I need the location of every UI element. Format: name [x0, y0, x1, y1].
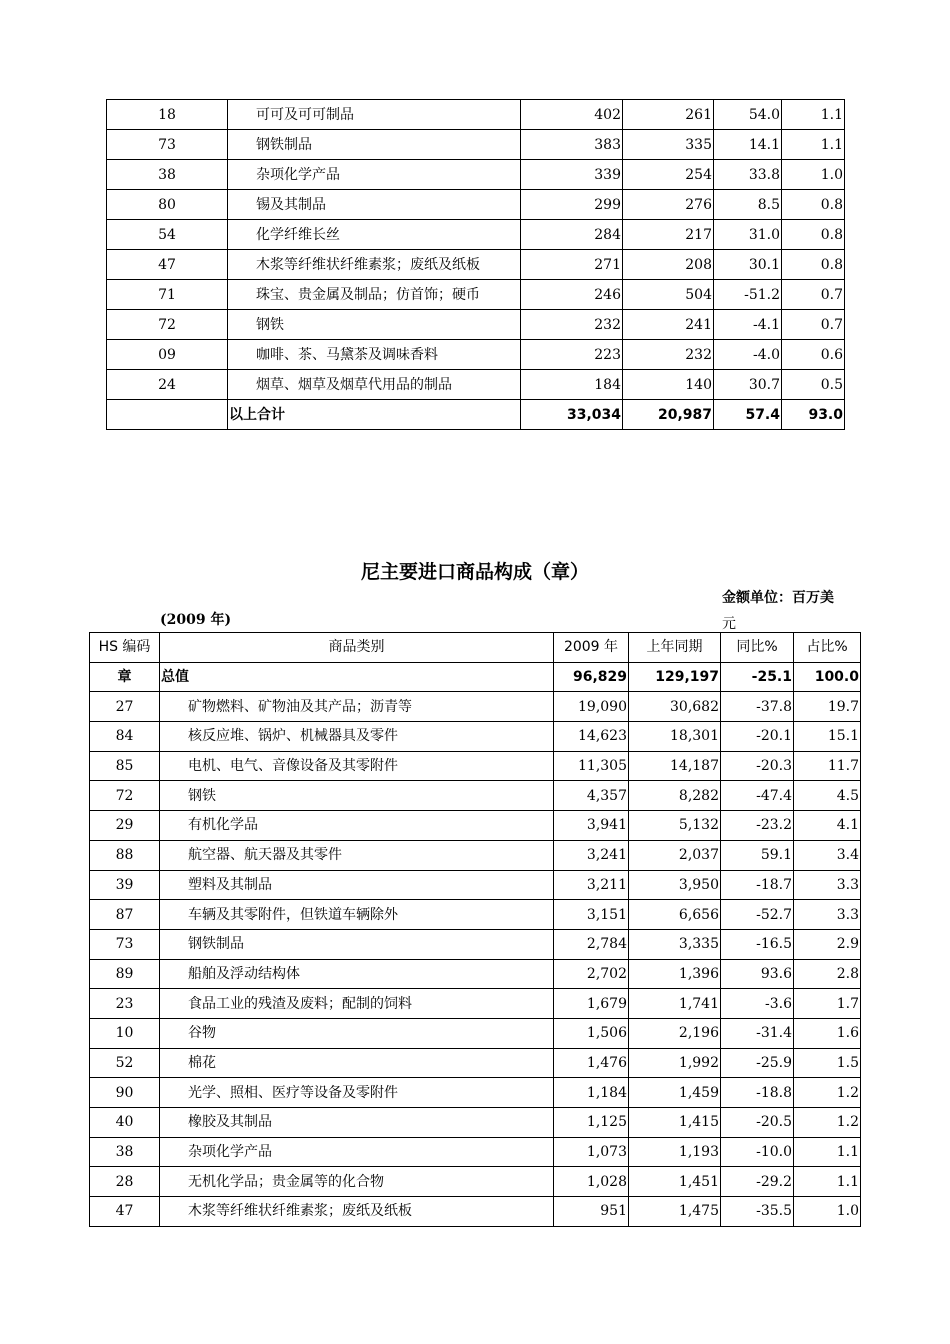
table-row: [90, 1018, 861, 1048]
value-2009-cell: 383: [521, 130, 623, 160]
table-row: [90, 781, 861, 811]
share-cell: 1.1: [782, 100, 845, 130]
prev-year-cell: 18,301: [629, 722, 721, 752]
table2-total-row: [90, 662, 861, 692]
share-cell: 0.5: [782, 370, 845, 400]
total-prev: 129,197: [629, 662, 721, 692]
hs-code-cell: 80: [107, 190, 228, 220]
category-cell: 食品工业的残渣及废料；配制的饲料: [160, 989, 554, 1019]
hs-code-cell: 84: [90, 722, 160, 752]
yoy-cell: -35.5: [721, 1197, 794, 1227]
hs-code-cell: 27: [90, 692, 160, 722]
category-cell: 车辆及其零附件，但铁道车辆除外: [160, 900, 554, 930]
prev-year-cell: 276: [623, 190, 714, 220]
table-row: [107, 100, 845, 130]
share-cell: 3.4: [794, 840, 861, 870]
table-row: [90, 1137, 861, 1167]
yoy-cell: -23.2: [721, 811, 794, 841]
prev-year-cell: 241: [623, 310, 714, 340]
total-2009: 96,829: [554, 662, 629, 692]
table-row: [90, 692, 861, 722]
category-cell: 杂项化学产品: [228, 160, 521, 190]
share-cell: 19.7: [794, 692, 861, 722]
hs-code-cell: 28: [90, 1167, 160, 1197]
share-cell: 2.8: [794, 959, 861, 989]
amount-unit-note: [722, 585, 862, 637]
category-cell: 钢铁制品: [160, 929, 554, 959]
category-cell: 航空器、航天器及其零件: [160, 840, 554, 870]
category-cell: 塑料及其制品: [160, 870, 554, 900]
share-cell: 0.7: [782, 280, 845, 310]
value-2009-cell: 232: [521, 310, 623, 340]
value-2009-cell: 223: [521, 340, 623, 370]
category-cell: 核反应堆、锅炉、机械器具及零件: [160, 722, 554, 752]
prev-year-cell: 1,415: [629, 1108, 721, 1138]
category-cell: 橡胶及其制品: [160, 1108, 554, 1138]
value-2009-cell: 284: [521, 220, 623, 250]
prev-year-cell: 6,656: [629, 900, 721, 930]
category-cell: 钢铁: [160, 781, 554, 811]
value-2009-cell: 19,090: [554, 692, 629, 722]
yoy-cell: -31.4: [721, 1018, 794, 1048]
prev-year-cell: 3,950: [629, 870, 721, 900]
share-cell: 4.5: [794, 781, 861, 811]
share-cell: 4.1: [794, 811, 861, 841]
prev-year-cell: 140: [623, 370, 714, 400]
yoy-cell: -16.5: [721, 929, 794, 959]
hs-code-cell: 85: [90, 751, 160, 781]
table2-title: 尼主要进口商品构成（章）: [360, 561, 589, 583]
hs-code-cell: 73: [90, 929, 160, 959]
value-2009-cell: 1,184: [554, 1078, 629, 1108]
table-row: [90, 989, 861, 1019]
hs-code-cell: 73: [107, 130, 228, 160]
table2-header-row: [90, 633, 861, 663]
prev-year-cell: 1,741: [629, 989, 721, 1019]
hs-code-cell: 18: [107, 100, 228, 130]
hs-code-cell: 71: [107, 280, 228, 310]
category-cell: 船舶及浮动结构体: [160, 959, 554, 989]
share-cell: 1.6: [794, 1018, 861, 1048]
category-cell: 咖啡、茶、马黛茶及调味香料: [228, 340, 521, 370]
category-cell: 可可及可可制品: [228, 100, 521, 130]
share-cell: 1.1: [782, 130, 845, 160]
hs-code-cell: 47: [90, 1197, 160, 1227]
hs-code-cell: 39: [90, 870, 160, 900]
prev-year-cell: 1,459: [629, 1078, 721, 1108]
value-2009-cell: 11,305: [554, 751, 629, 781]
table-row: [90, 870, 861, 900]
table-row: [107, 340, 845, 370]
table-row: [90, 1078, 861, 1108]
yoy-cell: 54.0: [714, 100, 782, 130]
value-2009-cell: 1,125: [554, 1108, 629, 1138]
table-row: [107, 130, 845, 160]
table2-body: [90, 633, 861, 1227]
category-cell: 化学纤维长丝: [228, 220, 521, 250]
hs-code-cell: 40: [90, 1108, 160, 1138]
share-cell: 11.7: [794, 751, 861, 781]
header-yoy: 同比%: [721, 633, 794, 663]
prev-year-cell: 1,451: [629, 1167, 721, 1197]
yoy-cell: -4.0: [714, 340, 782, 370]
category-cell: 电机、电气、音像设备及其零附件: [160, 751, 554, 781]
hs-code-cell: 72: [90, 781, 160, 811]
prev-year-cell: 261: [623, 100, 714, 130]
prev-year-cell: 1,193: [629, 1137, 721, 1167]
value-2009-cell: 4,357: [554, 781, 629, 811]
share-cell: 2.9: [794, 929, 861, 959]
share-cell: 1.1: [794, 1137, 861, 1167]
category-cell: 光学、照相、医疗等设备及零附件: [160, 1078, 554, 1108]
hs-code-cell: 87: [90, 900, 160, 930]
value-2009-cell: 3,941: [554, 811, 629, 841]
hs-code-cell: 90: [90, 1078, 160, 1108]
total-label: 总值: [160, 662, 554, 692]
prev-year-cell: 3,335: [629, 929, 721, 959]
share-cell: 3.3: [794, 870, 861, 900]
category-cell: 棉花: [160, 1048, 554, 1078]
import-commodity-table: [89, 632, 861, 1227]
yoy-cell: -47.4: [721, 781, 794, 811]
table-row: [90, 811, 861, 841]
category-cell: 钢铁: [228, 310, 521, 340]
table-row: [90, 840, 861, 870]
yoy-cell: 30.7: [714, 370, 782, 400]
yoy-cell: -29.2: [721, 1167, 794, 1197]
category-cell: 木浆等纤维状纤维素浆；废纸及纸板: [160, 1197, 554, 1227]
category-cell: 杂项化学产品: [160, 1137, 554, 1167]
yoy-cell: -20.3: [721, 751, 794, 781]
hs-code-cell: 38: [90, 1137, 160, 1167]
prev-year-cell: 30,682: [629, 692, 721, 722]
hs-code-cell: 24: [107, 370, 228, 400]
value-2009-cell: 299: [521, 190, 623, 220]
share-cell: 0.7: [782, 310, 845, 340]
yoy-cell: 59.1: [721, 840, 794, 870]
prev-year-cell: 232: [623, 340, 714, 370]
total-share: 100.0: [794, 662, 861, 692]
table-row: [90, 1108, 861, 1138]
hs-code-cell: 54: [107, 220, 228, 250]
share-cell: 1.2: [794, 1108, 861, 1138]
prev-year-cell: 1,475: [629, 1197, 721, 1227]
table-row: [107, 280, 845, 310]
hs-code-cell: 89: [90, 959, 160, 989]
prev-year-cell: 217: [623, 220, 714, 250]
hs-code-cell: 09: [107, 340, 228, 370]
category-cell: 无机化学品；贵金属等的化合物: [160, 1167, 554, 1197]
prev-year-cell: 254: [623, 160, 714, 190]
table1-body: [107, 100, 845, 430]
share-cell: 1.5: [794, 1048, 861, 1078]
share-cell: 1.0: [782, 160, 845, 190]
prev-year-cell: 2,196: [629, 1018, 721, 1048]
category-cell: 烟草、烟草及烟草代用品的制品: [228, 370, 521, 400]
category-cell: 谷物: [160, 1018, 554, 1048]
prev-year-cell: 14,187: [629, 751, 721, 781]
amount-unit-line2: 元: [722, 616, 736, 632]
yoy-cell: -20.5: [721, 1108, 794, 1138]
value-2009-cell: 271: [521, 250, 623, 280]
header-category: 商品类别: [160, 633, 554, 663]
value-2009-cell: 2,784: [554, 929, 629, 959]
category-cell: 矿物燃料、矿物油及其产品；沥青等: [160, 692, 554, 722]
prev-year-cell: 8,282: [629, 781, 721, 811]
value-2009-cell: 184: [521, 370, 623, 400]
value-2009-cell: 1,476: [554, 1048, 629, 1078]
total-yoy: 57.4: [714, 400, 782, 430]
table-row: [90, 751, 861, 781]
yoy-cell: 30.1: [714, 250, 782, 280]
hs-code-cell: 23: [90, 989, 160, 1019]
yoy-cell: -18.8: [721, 1078, 794, 1108]
table-row: [90, 959, 861, 989]
prev-year-cell: 1,396: [629, 959, 721, 989]
category-cell: 锡及其制品: [228, 190, 521, 220]
value-2009-cell: 1,028: [554, 1167, 629, 1197]
share-cell: 1.2: [794, 1078, 861, 1108]
hs-code-cell: 72: [107, 310, 228, 340]
value-2009-cell: 3,151: [554, 900, 629, 930]
amount-unit-line1: 金额单位：百万美: [722, 590, 834, 606]
value-2009-cell: 1,506: [554, 1018, 629, 1048]
prev-year-cell: 504: [623, 280, 714, 310]
total-code-cell: [107, 400, 228, 430]
share-cell: 3.3: [794, 900, 861, 930]
yoy-cell: -3.6: [721, 989, 794, 1019]
table2-year: (2009 年): [160, 612, 232, 628]
table-row: [90, 1048, 861, 1078]
prev-year-cell: 5,132: [629, 811, 721, 841]
yoy-cell: -18.7: [721, 870, 794, 900]
yoy-cell: 8.5: [714, 190, 782, 220]
table-row: [107, 160, 845, 190]
hs-code-cell: 52: [90, 1048, 160, 1078]
total-yoy: -25.1: [721, 662, 794, 692]
table-row: [90, 1167, 861, 1197]
value-2009-cell: 339: [521, 160, 623, 190]
prev-year-cell: 335: [623, 130, 714, 160]
share-cell: 0.6: [782, 340, 845, 370]
table-row: [107, 190, 845, 220]
value-2009-cell: 1,679: [554, 989, 629, 1019]
table-row: [90, 900, 861, 930]
table-row: [90, 929, 861, 959]
hs-code-cell: 29: [90, 811, 160, 841]
share-cell: 1.1: [794, 1167, 861, 1197]
value-2009-cell: 1,073: [554, 1137, 629, 1167]
total-2009: 33,034: [521, 400, 623, 430]
header-2009: 2009 年: [554, 633, 629, 663]
yoy-cell: -52.7: [721, 900, 794, 930]
yoy-cell: -4.1: [714, 310, 782, 340]
yoy-cell: -37.8: [721, 692, 794, 722]
value-2009-cell: 402: [521, 100, 623, 130]
prev-year-cell: 2,037: [629, 840, 721, 870]
table-row: [107, 250, 845, 280]
table-row: [90, 1197, 861, 1227]
yoy-cell: -10.0: [721, 1137, 794, 1167]
total-share: 93.0: [782, 400, 845, 430]
table-row: [107, 370, 845, 400]
total-code: 章: [90, 662, 160, 692]
yoy-cell: -25.9: [721, 1048, 794, 1078]
value-2009-cell: 951: [554, 1197, 629, 1227]
value-2009-cell: 3,241: [554, 840, 629, 870]
table-row: [90, 722, 861, 752]
header-prev-year: 上年同期: [629, 633, 721, 663]
total-prev: 20,987: [623, 400, 714, 430]
hs-code-cell: 47: [107, 250, 228, 280]
share-cell: 15.1: [794, 722, 861, 752]
hs-code-cell: 10: [90, 1018, 160, 1048]
share-cell: 1.7: [794, 989, 861, 1019]
table-row: [107, 220, 845, 250]
prev-year-cell: 208: [623, 250, 714, 280]
category-cell: 珠宝、贵金属及制品；仿首饰；硬币: [228, 280, 521, 310]
table1-total-row: [107, 400, 845, 430]
value-2009-cell: 3,211: [554, 870, 629, 900]
yoy-cell: -51.2: [714, 280, 782, 310]
category-cell: 有机化学品: [160, 811, 554, 841]
yoy-cell: 31.0: [714, 220, 782, 250]
hs-code-cell: 88: [90, 840, 160, 870]
value-2009-cell: 2,702: [554, 959, 629, 989]
share-cell: 0.8: [782, 190, 845, 220]
export-commodity-table-continued: [106, 99, 845, 430]
total-label: 以上合计: [228, 400, 521, 430]
category-cell: 钢铁制品: [228, 130, 521, 160]
value-2009-cell: 14,623: [554, 722, 629, 752]
prev-year-cell: 1,992: [629, 1048, 721, 1078]
yoy-cell: 14.1: [714, 130, 782, 160]
hs-code-cell: 38: [107, 160, 228, 190]
category-cell: 木浆等纤维状纤维素浆；废纸及纸板: [228, 250, 521, 280]
share-cell: 0.8: [782, 250, 845, 280]
yoy-cell: 93.6: [721, 959, 794, 989]
share-cell: 1.0: [794, 1197, 861, 1227]
table-row: [107, 310, 845, 340]
value-2009-cell: 246: [521, 280, 623, 310]
yoy-cell: -20.1: [721, 722, 794, 752]
header-hs-code: HS 编码: [90, 633, 160, 663]
share-cell: 0.8: [782, 220, 845, 250]
header-share: 占比%: [794, 633, 861, 663]
yoy-cell: 33.8: [714, 160, 782, 190]
